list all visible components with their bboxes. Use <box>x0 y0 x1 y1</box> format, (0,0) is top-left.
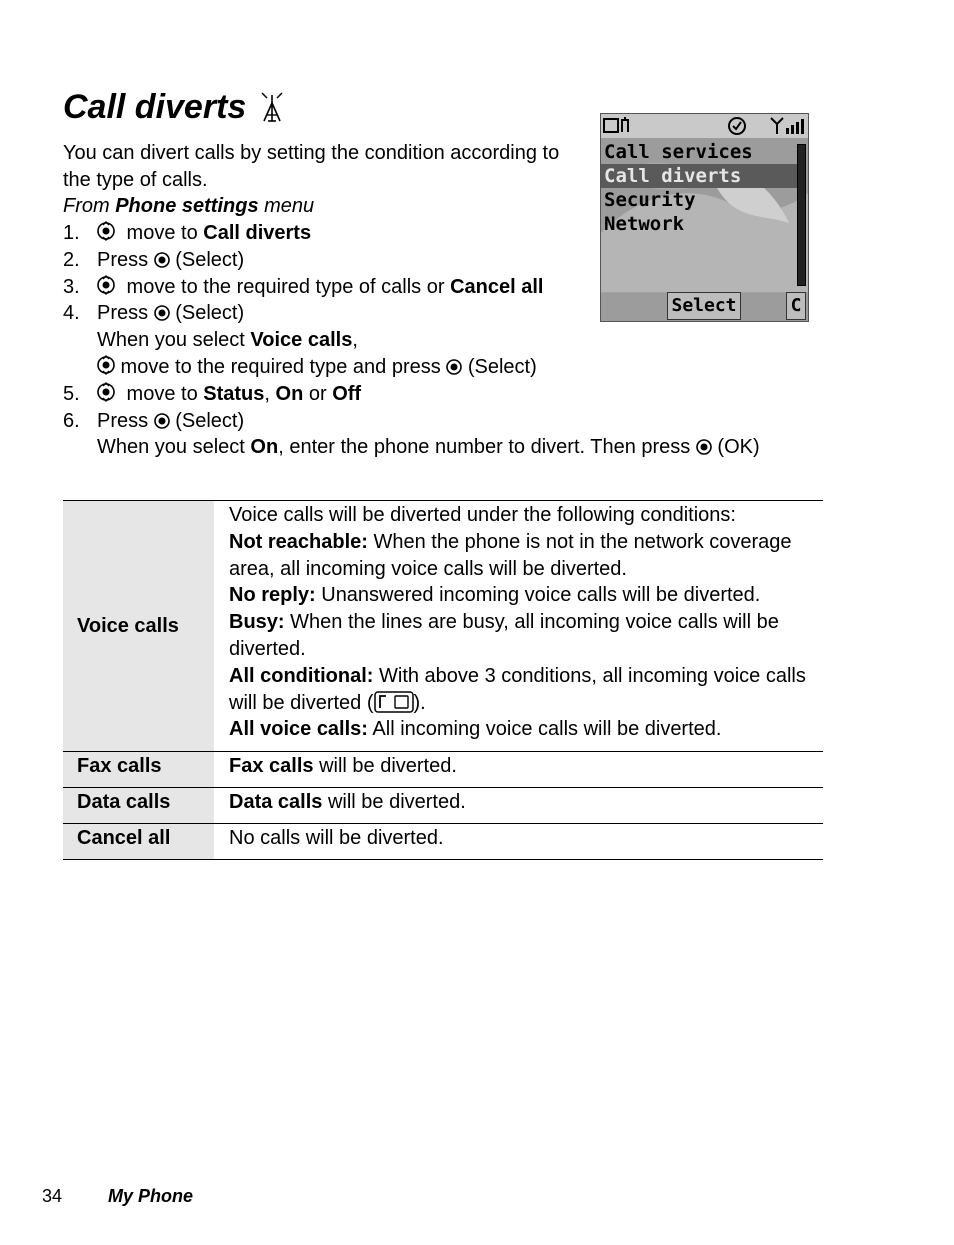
row-head-data: Data calls <box>63 787 214 823</box>
menu-item[interactable]: Security <box>604 189 696 211</box>
step-5: 5. move to Status, On or Off <box>63 382 362 405</box>
page-number: 34 <box>42 1186 63 1206</box>
page-title <box>63 88 286 127</box>
table-row <box>63 501 823 752</box>
divert-status-icon <box>622 117 628 132</box>
status-bar <box>601 114 808 138</box>
steps-list <box>63 220 843 461</box>
intro <box>63 140 583 220</box>
row-desc-cancel: No calls will be diverted. <box>214 823 823 859</box>
navigation-key-icon <box>97 221 115 241</box>
select-softkey[interactable]: Select <box>667 292 741 320</box>
center-key-icon <box>154 305 170 321</box>
row-desc-fax: Fax calls will be diverted. <box>214 752 823 788</box>
menu-item[interactable]: Call services <box>604 141 753 163</box>
divert-types-table <box>63 500 823 860</box>
divert-all-status-icon <box>374 691 414 713</box>
page-footer <box>42 1186 193 1207</box>
message-icon <box>604 119 618 132</box>
step-3: 3. move to the required type of calls or Cancel all <box>63 275 544 298</box>
menu-item[interactable]: Network <box>604 213 685 235</box>
row-desc-data: Data calls will be diverted. <box>214 787 823 823</box>
table-row <box>63 787 823 823</box>
step-1: 1. move to Call diverts <box>63 222 312 244</box>
intro-text: You can divert calls by setting the condition according to the type of calls. <box>63 142 560 191</box>
center-key-icon <box>696 439 712 455</box>
antenna-icon <box>258 91 286 125</box>
from-menu-line: From Phone settings menu <box>63 195 315 218</box>
row-head-fax: Fax calls <box>63 752 214 788</box>
center-key-icon <box>446 359 462 375</box>
section-name: My Phone <box>108 1186 194 1206</box>
table-row <box>63 823 823 859</box>
navigation-key-icon <box>97 275 115 295</box>
center-key-icon <box>154 413 170 429</box>
table-row <box>63 752 823 788</box>
step-6: 6. Press (Select) When you select On, enter the phone number to divert. Then press (OK) <box>63 409 760 459</box>
row-head-voice: Voice calls <box>63 501 214 752</box>
row-head-cancel: Cancel all <box>63 823 214 859</box>
step-4: 4. Press (Select) When you select Voice calls, move to the required type and press (Select) <box>63 302 537 378</box>
row-desc-voice: Voice calls will be diverted under the following conditions: Not reachable: When the phone is not in the network coverage area, all incoming voice calls will be diverted. No reply: Unanswered incoming voice calls will be diverted. Busy: When the lines are busy, all incoming voice calls will be diverted. All conditional: With above 3 conditions, all incoming voice calls will be diverted ( ). All voice calls: All incoming voice calls will be diverted. <box>214 501 823 752</box>
navigation-key-icon <box>97 355 115 375</box>
clear-softkey[interactable]: C <box>786 292 806 320</box>
signal-antenna-icon <box>771 118 783 134</box>
menu-item-selected[interactable]: Call diverts <box>601 164 797 188</box>
step-2: 2. Press (Select) <box>63 248 245 271</box>
page-title-text: Call diverts <box>63 88 247 126</box>
navigation-key-icon <box>97 382 115 402</box>
center-key-icon <box>154 252 170 268</box>
